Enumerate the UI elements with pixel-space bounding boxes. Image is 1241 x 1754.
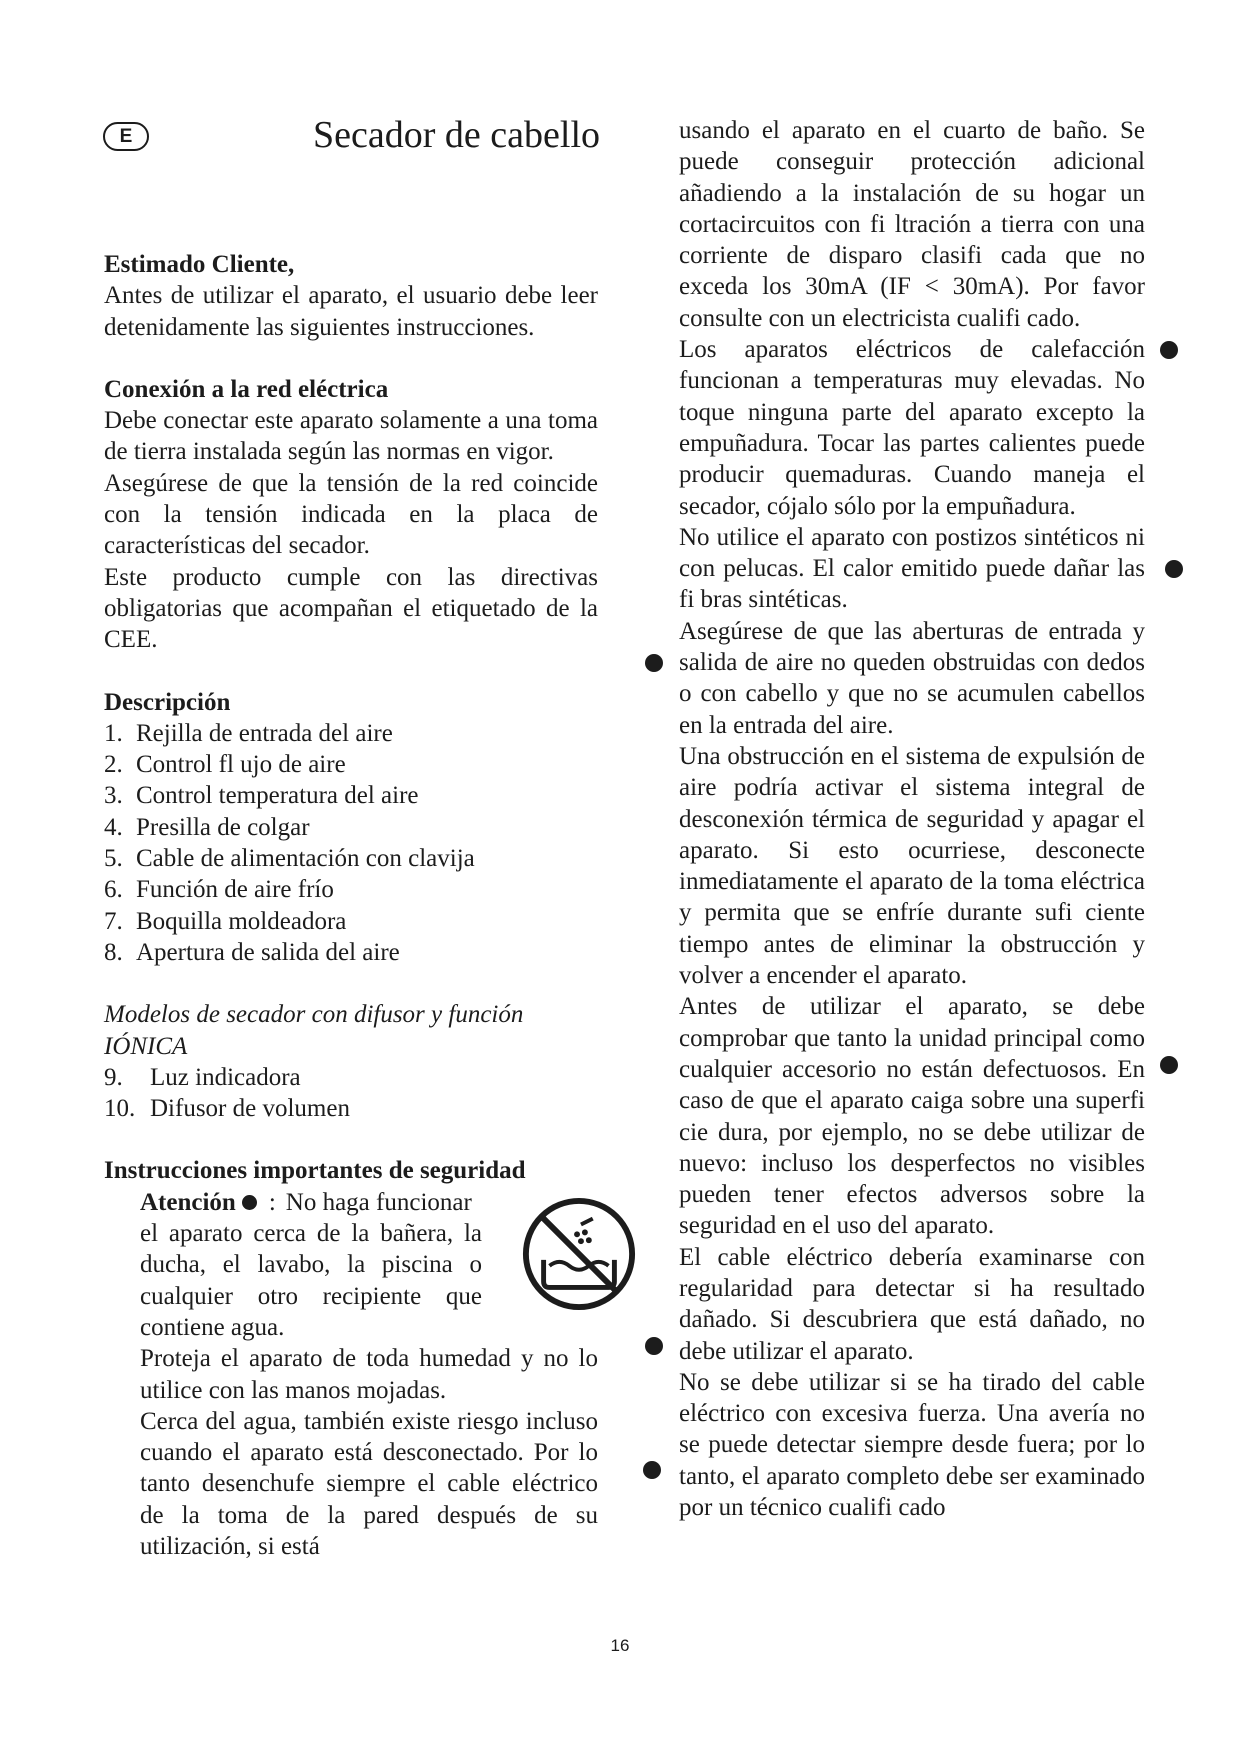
- list-item: 9. Luz indicadora: [104, 1063, 301, 1091]
- safety-paragraph-3: Cerca del agua, también existe riesgo incluso cuando el aparato está desconectado. Por lo tanto desenchufe siempre el cable eléctrico de la toma de la pared después de su utilización, si está: [140, 1407, 598, 1560]
- attention-text-start: No haga funcionar: [285, 1188, 472, 1216]
- attention-colon: :: [268, 1188, 276, 1216]
- model-parts-list: [104, 1062, 598, 1125]
- list-item: 2. Control fl ujo de aire: [104, 751, 346, 779]
- left-column: [104, 249, 598, 1562]
- connection-paragraph-3: Este producto cumple con las directivas obligatorias que acompañan el etiquetado de la CEE.: [104, 563, 598, 654]
- intro-paragraph: Antes de utilizar el aparato, el usuario debe leer detenidamente las siguientes instrucciones.: [104, 282, 598, 341]
- right-paragraph-3: No utilice el aparato con postizos sintéticos ni con pelucas. El calor emitido puede dañar las fi bras sintéticas.: [679, 523, 1145, 614]
- greeting-heading: Estimado Cliente,: [104, 251, 295, 278]
- list-item: 10. Difusor de volumen: [104, 1095, 350, 1123]
- parts-list: [104, 718, 598, 968]
- bullet-dot-icon: [645, 1337, 663, 1355]
- right-paragraph-8: No se debe utilizar si se ha tirado del cable eléctrico con excesiva fuerza. Una avería no se puede detectar siempre desde fuera; por lo tanto, el aparato completo debe ser examinado por un técnico cualifi cado: [679, 1368, 1145, 1522]
- right-column: [679, 115, 1145, 1523]
- right-paragraph-6: Antes de utilizar el aparato, se debe comprobar que tanto la unidad principal como cualquier accesorio no están defectuosos. En caso de que el aparato caiga sobre una superfi cie dura, por ejemplo, no se debe utilizar de nuevo: incluso los desperfectos no visibles pueden tener efectos adversos sobre la seguridad en el uso del aparato.: [679, 993, 1145, 1240]
- attention-text: el aparato cerca de la bañera, la ducha, el lavabo, la piscina o cualquier otro recipiente que contiene agua.: [140, 1220, 482, 1341]
- connection-heading: Conexión a la red eléctrica: [104, 375, 389, 403]
- list-item: 5. Cable de alimentación con clavija: [104, 845, 475, 873]
- bullet-dot-icon: [645, 654, 663, 672]
- no-water-prohibition-icon: [520, 1195, 638, 1313]
- right-paragraph-2: Los aparatos eléctricos de calefacción funcionan a temperaturas muy elevadas. No toque ninguna parte del aparato excepto la empuñadura. Tocar las partes calientes puede producir quemaduras. Cuando maneja el secador, cójalo sólo por la empuñadura.: [679, 336, 1145, 520]
- list-item: 1. Rejilla de entrada del aire: [104, 719, 393, 747]
- bullet-dot-icon: [1165, 560, 1183, 578]
- list-item: 8. Apertura de salida del aire: [104, 938, 400, 966]
- list-item: 7. Boquilla moldeadora: [104, 907, 347, 935]
- bullet-dot-icon: [1160, 341, 1178, 359]
- language-badge: E: [103, 122, 149, 151]
- list-item: 3. Control temperatura del aire: [104, 782, 419, 810]
- right-paragraph-1: usando el aparato en el cuarto de baño. Se puede conseguir protección adicional añadiendo a la instalación de su hogar un cortacircuitos con fi ltración a tierra con una corriente de disparo clasifi cada que no exceda los 30mA (IF < 30mA). Por favor consulte con un electricista cualifi cado.: [679, 117, 1145, 332]
- description-heading: Descripción: [104, 688, 231, 716]
- list-item: 6. Función de aire frío: [104, 876, 334, 904]
- connection-paragraph-2: Asegúrese de que la tensión de la red coincide con la tensión indicada en la placa de características del secador.: [104, 469, 598, 560]
- safety-paragraph-2: Proteja el aparato de toda humedad y no lo utilice con las manos mojadas.: [140, 1345, 598, 1404]
- safety-block: [140, 1187, 598, 1563]
- right-paragraph-4: Asegúrese de que las aberturas de entrada y salida de aire no queden obstruidas con dedos o con cabello y que no se acumulen cabellos en la entrada del aire.: [679, 617, 1145, 739]
- bullet-dot-icon: [643, 1461, 661, 1479]
- list-item: 4. Presilla de colgar: [104, 813, 310, 841]
- bullet-dot-icon: [1160, 1056, 1178, 1074]
- bullet-dot-icon: [242, 1195, 257, 1210]
- models-note: Modelos de secador con difusor y función IÓNICA: [104, 1001, 524, 1060]
- right-paragraph-7: El cable eléctrico debería examinarse con regularidad para detectar si ha resultado dañado. Si descubriera que está dañado, no debe utilizar el aparato.: [679, 1243, 1145, 1365]
- right-paragraph-5: Una obstrucción en el sistema de expulsión de aire podría activar el sistema integral de desconexión térmica de seguridad y apagar el aparato. Si esto ocurriese, desconecte inmediatamente el aparato de la toma eléctrica y permita que se enfríe durante sufi ciente tiempo antes de eliminar la obstrucción y volver a encender el aparato.: [679, 742, 1145, 990]
- page-number: 16: [610, 1636, 630, 1655]
- safety-heading: Instrucciones importantes de seguridad: [104, 1157, 526, 1185]
- page-title: Secador de cabello: [313, 114, 600, 156]
- connection-paragraph-1: Debe conectar este aparato solamente a una toma de tierra instalada según las normas en vigor.: [104, 407, 598, 466]
- attention-label: Atención: [140, 1188, 236, 1216]
